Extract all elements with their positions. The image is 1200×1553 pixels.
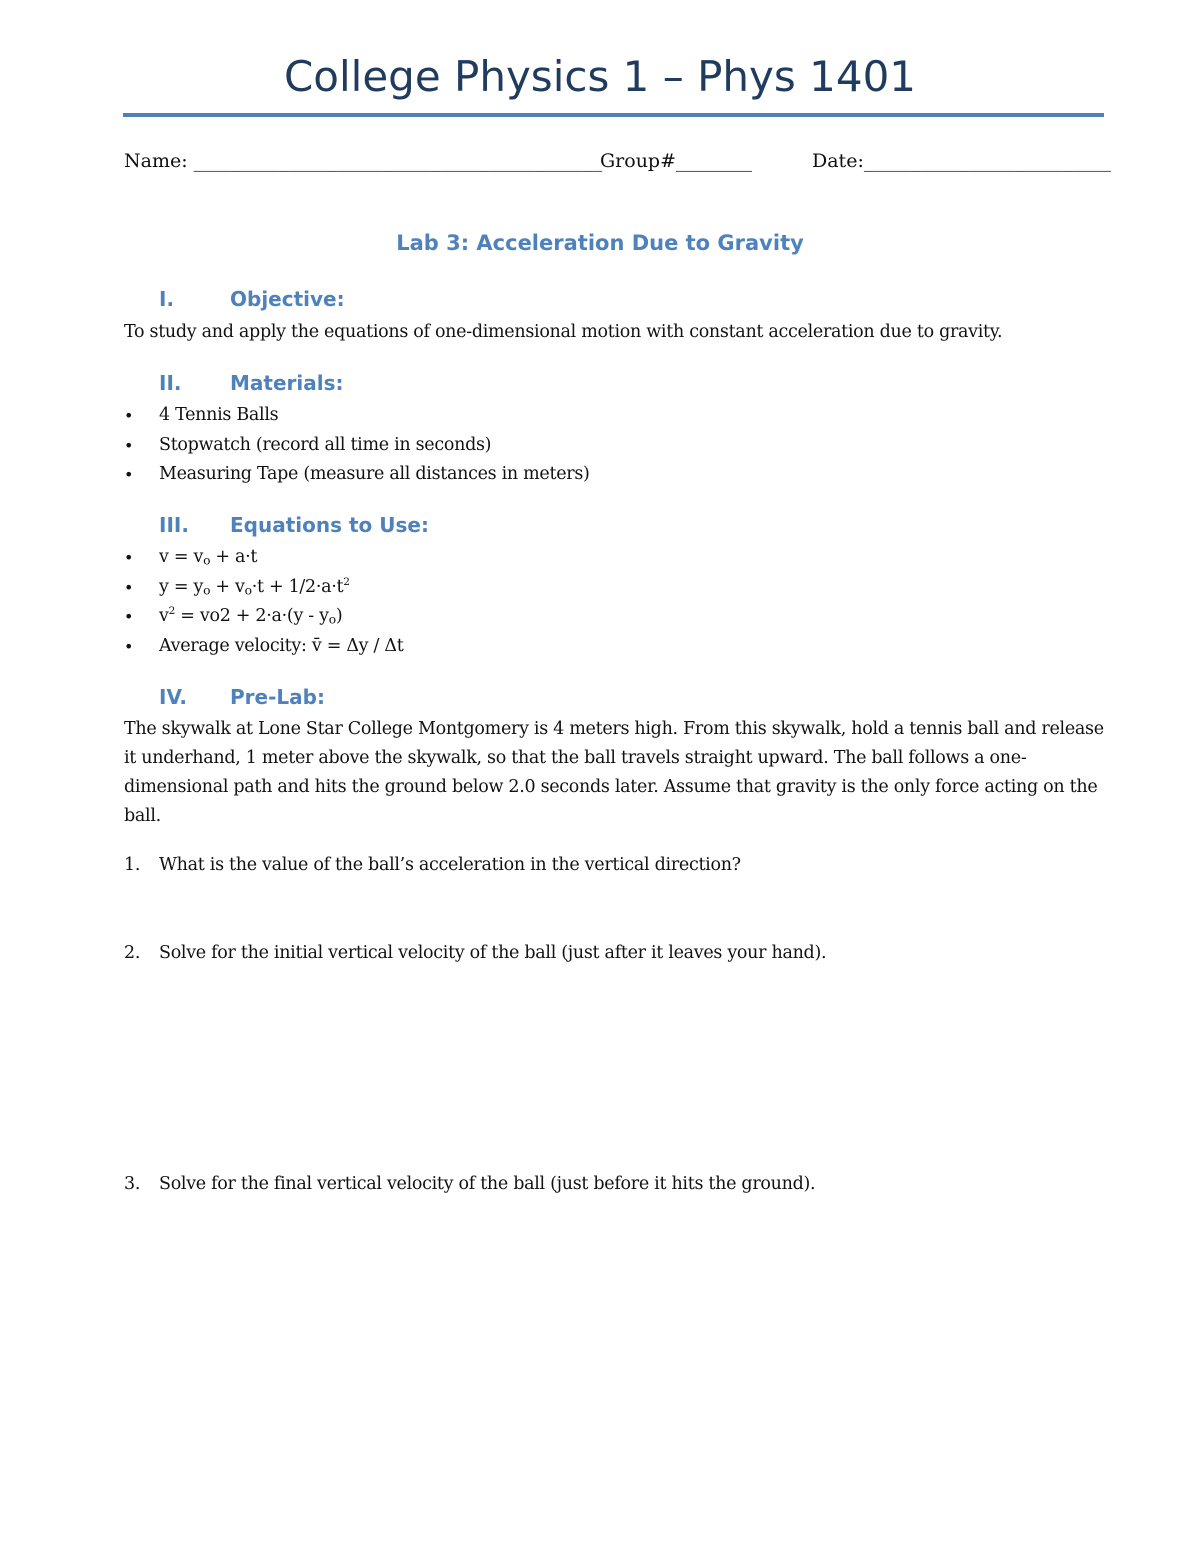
bullet-icon: • [124,548,134,567]
equation-velocity: $v = v_o + a\cdot t$ [159,547,258,568]
equations-list [124,543,403,661]
question-text: What is the value of the ball’s acceleration in the vertical direction? [159,855,741,875]
title-underline [123,113,1104,117]
question-number: 3. [124,1174,141,1194]
document-title: College Physics 1 – Phys 1401 [283,52,917,101]
section-number: III. [159,513,189,537]
bullet-icon: • [124,406,134,425]
question-text: Solve for the initial vertical velocity of the ball (just after it leaves your hand). [159,943,827,963]
bullet-icon: • [124,607,134,626]
section-number: IV. [159,685,187,709]
section-number: II. [159,371,182,395]
question-number: 1. [124,855,141,875]
student-info-line [124,146,1111,176]
equation-position: $y = y_o + v_o\cdot t + 1/2\cdot a\cdot t^2$ [159,575,350,597]
group-field: Group#________ [600,150,753,172]
section-title: Objective: [230,287,345,311]
list-item [124,401,590,431]
objective-text: To study and apply the equations of one-dimensional motion with constant acceleration due to gravity. [124,322,1003,342]
material-item: Measuring Tape (measure all distances in meters) [159,464,590,484]
lab-title: Lab 3: Acceleration Due to Gravity [396,231,804,255]
date-field: Date:__________________________ [812,150,1111,172]
bullet-icon: • [124,636,134,656]
list-item [124,602,403,632]
name-field: Name: ___________________________________________ [124,150,603,172]
bullet-icon: • [124,465,134,484]
bullet-icon: • [124,577,134,597]
material-item: Stopwatch (record all time in seconds) [159,434,492,455]
list-item [124,543,403,573]
list-item [124,460,590,490]
bullet-icon: • [124,435,134,455]
list-item [124,431,590,461]
section-number: I. [159,287,175,311]
materials-list [124,401,590,490]
question-number: 2. [124,943,141,963]
equation-average-velocity: Average velocity: v̄ = Δy / Δt [159,635,404,656]
question-text: Solve for the final vertical velocity of the ball (just before it hits the ground). [159,1174,816,1194]
section-title: Pre-Lab: [230,685,325,709]
section-title: Equations to Use: [230,513,429,537]
material-item: 4 Tennis Balls [159,405,279,425]
list-item [124,573,403,603]
list-item [124,632,403,662]
section-title: Materials: [230,371,344,395]
prelab-text: The skywalk at Lone Star College Montgomery is 4 meters high. From this skywalk, hold a tennis ball and release it underhand, 1 meter above the skywalk, so that the ball travels straight upward. The ball follows a one-dimensional path and hits the ground below 2.0 seconds later. Assume that gravity is the only force acting on the ball. [124,719,1104,826]
equation-velocity-squared: $v^2 = vo2 + 2\cdot a\cdot(y - y_o)$ [159,605,343,627]
